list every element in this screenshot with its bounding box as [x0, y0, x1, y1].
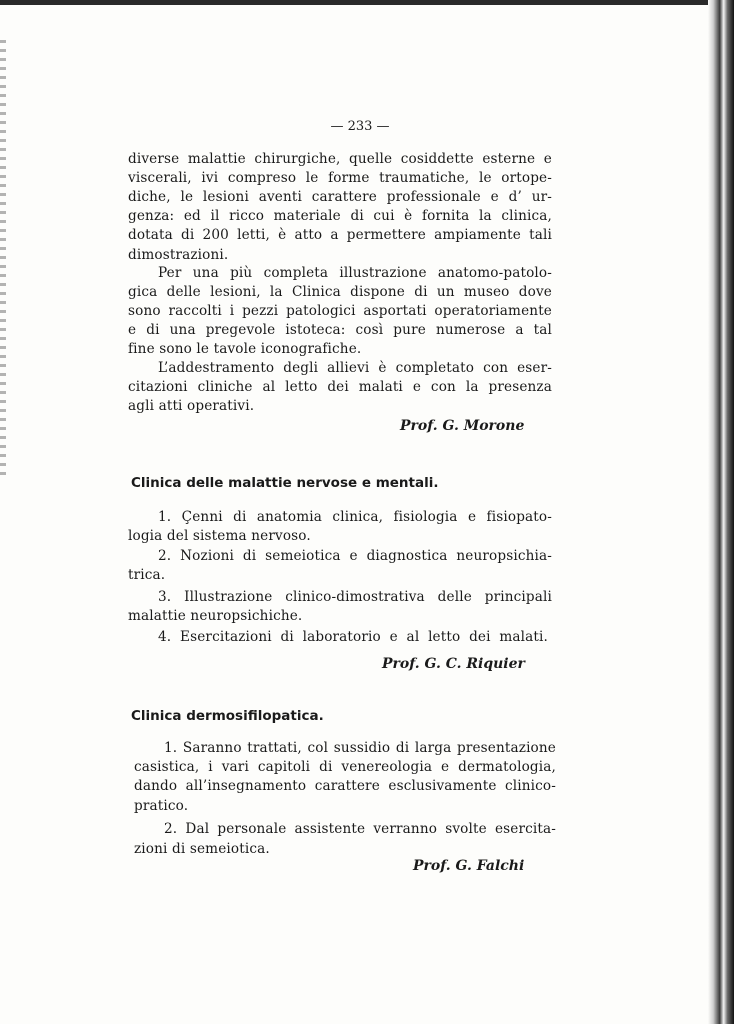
text-line: L’addestramento degli allievi è completato con eser-: [158, 360, 552, 376]
text-line: logia del sistema nervoso.: [128, 528, 311, 544]
list-item: 1. Saranno trattati, col sussidio di larga presentazione: [164, 740, 556, 756]
text-line: pratico.: [134, 798, 189, 814]
list-item: 3. Illustrazione clinico-dimostrativa delle principali: [158, 589, 552, 605]
list-item: 4. Esercitazioni di laboratorio e al letto dei malati.: [158, 629, 548, 645]
section-heading: Clinica delle malattie nervose e mentali.: [131, 475, 439, 491]
list-item: 2. Dal personale assistente verranno svolte esercita-: [164, 821, 556, 837]
text-line: dimostrazioni.: [128, 247, 229, 263]
text-line: fine sono le tavole iconografiche.: [128, 341, 362, 357]
scan-left-edge: [0, 40, 6, 480]
text-line: diverse malattie chirurgiche, quelle cosiddette esterne e: [128, 151, 552, 167]
text-line: genza: ed il ricco materiale di cui è fornita la clinica,: [128, 208, 552, 224]
scan-binding-edge: [708, 0, 734, 1024]
text-line: gica delle lesioni, la Clinica dispone di un museo dove: [128, 284, 552, 300]
text-line: dotata di 200 letti, è atto a permettere ampiamente tali: [128, 227, 552, 243]
section-heading: Clinica dermosifilopatica.: [131, 708, 324, 724]
text-line: diche, le lesioni aventi carattere professionale e d’ ur-: [128, 189, 552, 205]
text-line: viscerali, ivi compreso le forme traumatiche, le ortope-: [128, 170, 552, 186]
text-line: sono raccolti i pezzi patologici asportati operatoriamente: [128, 303, 552, 319]
signature: Prof. G. Falchi: [413, 858, 525, 874]
text-line: casistica, i vari capitoli di venereologia e dermatologia,: [134, 759, 556, 775]
text-line: Per una più completa illustrazione anatomo-patolo-: [158, 265, 552, 281]
text-line: dando all’insegnamento carattere esclusivamente clinico-: [134, 778, 556, 794]
text-line: e di una pregevole istoteca: così pure numerose a tal: [128, 322, 552, 338]
scan-top-border: [0, 0, 734, 5]
page-number: — 233 —: [330, 119, 390, 134]
signature: Prof. G. C. Riquier: [382, 656, 525, 672]
list-item: 2. Nozioni di semeiotica e diagnostica neuropsichia-: [158, 548, 552, 564]
text-line: trica.: [128, 567, 166, 583]
text-line: citazioni cliniche al letto dei malati e con la presenza: [128, 379, 552, 395]
signature: Prof. G. Morone: [400, 418, 525, 434]
list-item: 1. Çenni di anatomia clinica, fisiologia e fisiopato-: [158, 509, 552, 525]
text-line: malattie neuropsichiche.: [128, 608, 303, 624]
text-line: zioni di semeiotica.: [134, 841, 270, 857]
text-line: agli atti operativi.: [128, 398, 255, 414]
